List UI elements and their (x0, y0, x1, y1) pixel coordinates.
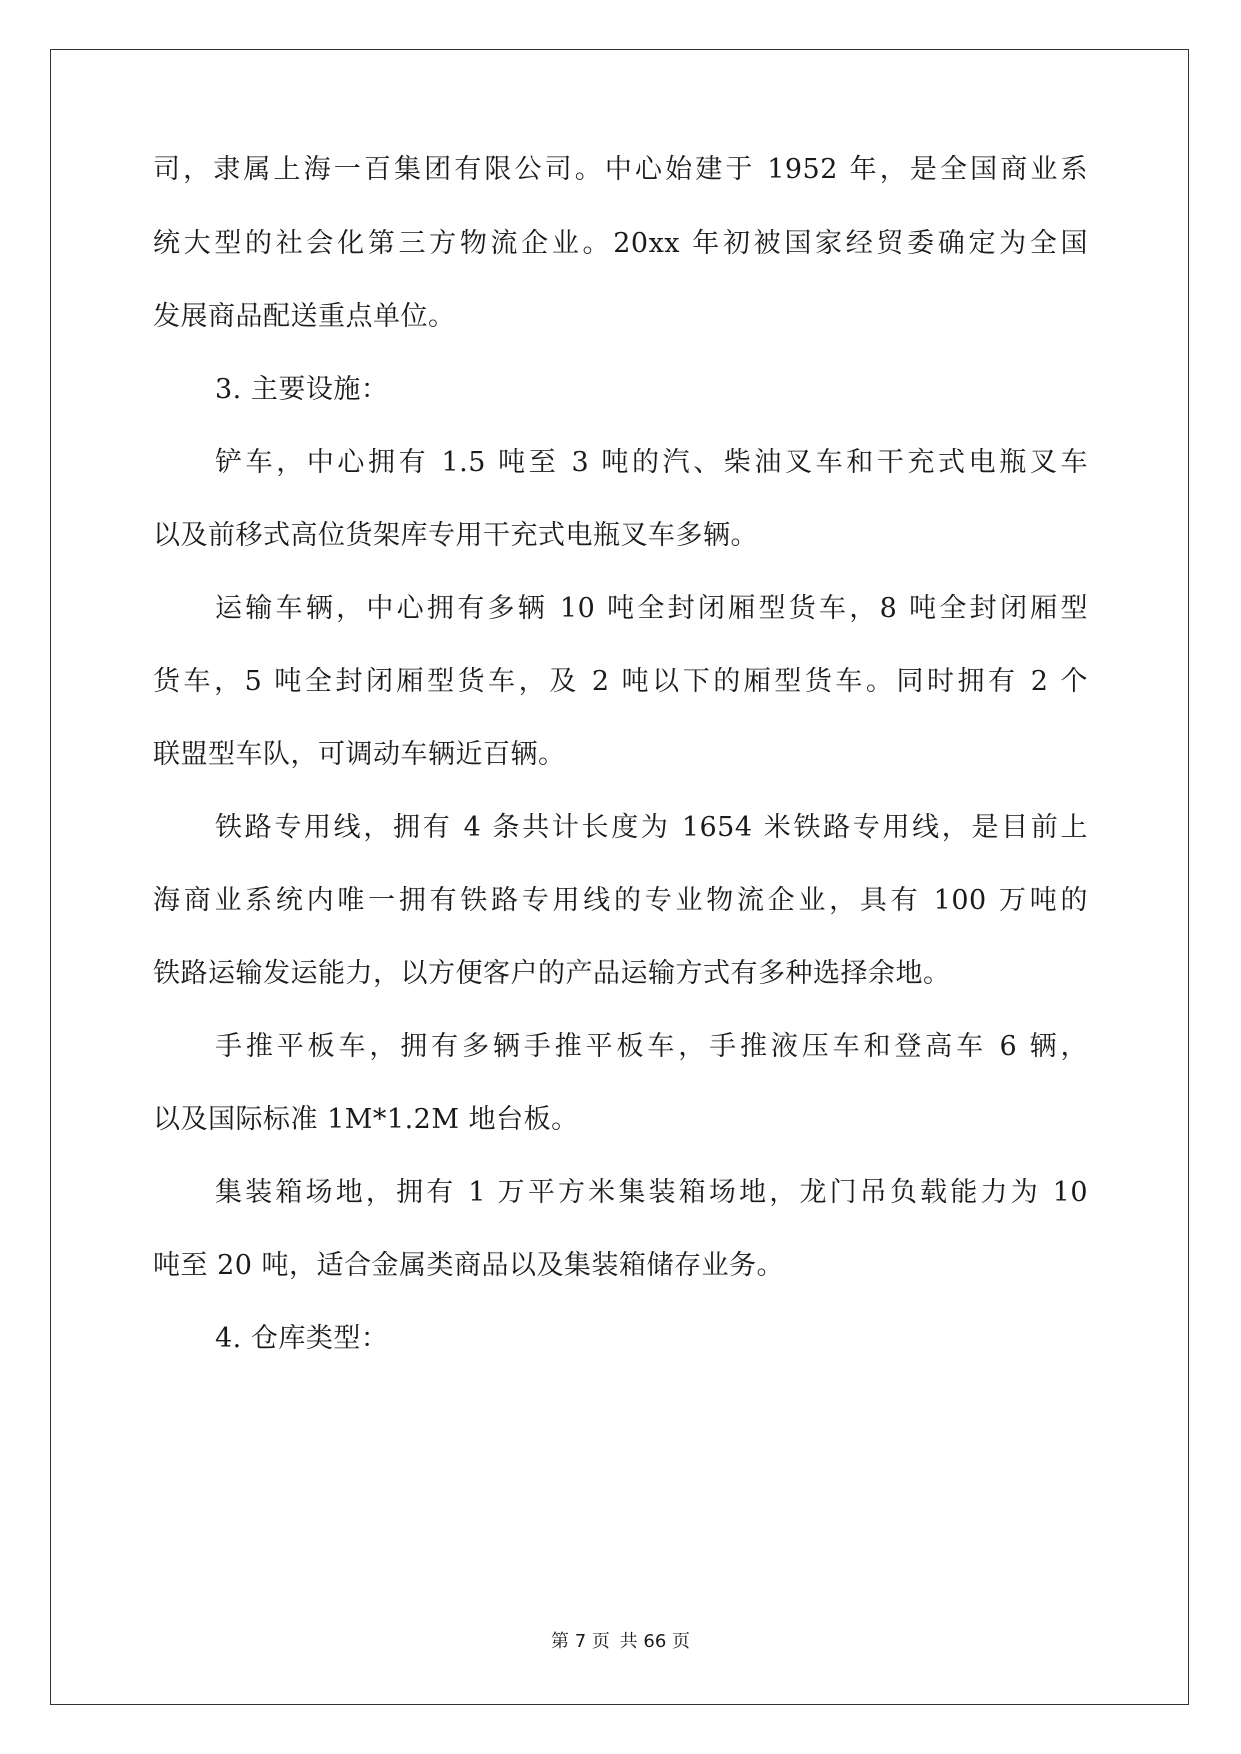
paragraph-line: 联盟型车队，可调动车辆近百辆。 (153, 739, 566, 770)
section-heading: 3. 主要设施： (215, 374, 389, 405)
total-pages-label: 共 66 页 (619, 1631, 690, 1652)
paragraph-line: 以及前移式高位货架库专用干充式电瓶叉车多辆。 (153, 520, 758, 551)
paragraph-line: 统大型的社会化第三方物流企业。20xx 年初被国家经贸委确定为全国 (153, 228, 1088, 259)
paragraph-line: 运输车辆，中心拥有多辆 10 吨全封闭厢型货车，8 吨全封闭厢型 (215, 593, 1088, 624)
paragraph-line: 手推平板车，拥有多辆手推平板车，手推液压车和登高车 6 辆， (215, 1031, 1088, 1062)
paragraph-line: 以及国际标准 1M*1.2M 地台板。 (153, 1104, 579, 1135)
page-footer (0, 1630, 1241, 1654)
paragraph-line: 发展商品配送重点单位。 (153, 301, 456, 332)
paragraph-line: 货车，5 吨全封闭厢型货车，及 2 吨以下的厢型货车。同时拥有 2 个 (153, 666, 1088, 697)
paragraph-line: 司，隶属上海一百集团有限公司。中心始建于 1952 年，是全国商业系 (153, 154, 1088, 185)
paragraph-line: 吨至 20 吨，适合金属类商品以及集装箱储存业务。 (153, 1250, 785, 1281)
paragraph-line: 铁路运输发运能力，以方便客户的产品运输方式有多种选择余地。 (153, 958, 951, 989)
section-heading: 4. 仓库类型： (215, 1323, 389, 1354)
paragraph-line: 铲车，中心拥有 1.5 吨至 3 吨的汽、柴油叉车和干充式电瓶叉车 (215, 447, 1088, 478)
current-page-label: 第 7 页 (551, 1631, 610, 1652)
paragraph-line: 海商业系统内唯一拥有铁路专用线的专业物流企业，具有 100 万吨的 (153, 885, 1088, 916)
paragraph-line: 铁路专用线，拥有 4 条共计长度为 1654 米铁路专用线，是目前上 (215, 812, 1088, 843)
paragraph-line: 集装箱场地，拥有 1 万平方米集装箱场地，龙门吊负载能力为 10 (215, 1177, 1088, 1208)
